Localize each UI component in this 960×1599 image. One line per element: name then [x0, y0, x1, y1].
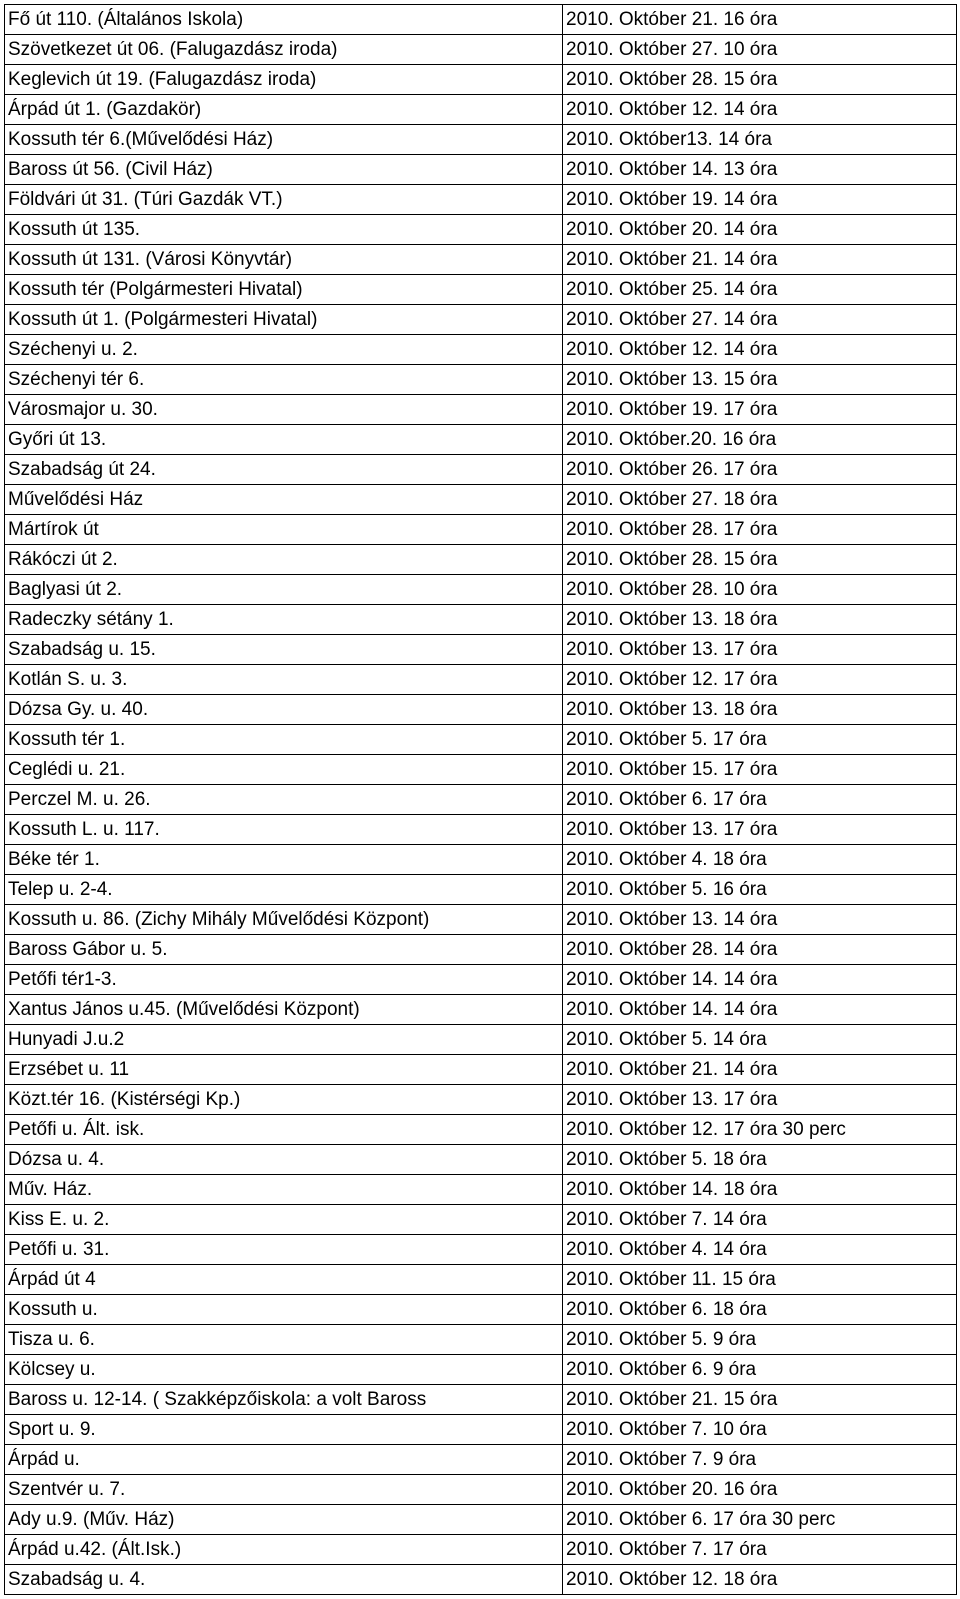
date-cell: 2010. Október 21. 14 óra: [563, 1055, 957, 1085]
date-cell: 2010. Október 21. 16 óra: [563, 5, 957, 35]
date-cell: 2010. Október 26. 17 óra: [563, 455, 957, 485]
table-row: [5, 185, 957, 215]
date-cell: 2010. Október 6. 18 óra: [563, 1295, 957, 1325]
table-row: [5, 215, 957, 245]
table-row: [5, 1145, 957, 1175]
table-row: [5, 425, 957, 455]
date-cell: 2010. Október 7. 10 óra: [563, 1415, 957, 1445]
date-cell: 2010. Október 6. 17 óra: [563, 785, 957, 815]
address-cell: Mártírok út: [5, 515, 563, 545]
date-cell: 2010. Október 5. 9 óra: [563, 1325, 957, 1355]
date-cell: 2010. Október 13. 17 óra: [563, 635, 957, 665]
date-cell: 2010. Október 12. 17 óra 30 perc: [563, 1115, 957, 1145]
table-row: [5, 935, 957, 965]
table-row: [5, 1295, 957, 1325]
address-cell: Szabadság u. 15.: [5, 635, 563, 665]
address-cell: Közt.tér 16. (Kistérségi Kp.): [5, 1085, 563, 1115]
address-cell: Kossuth u. 86. (Zichy Mihály Művelődési Központ): [5, 905, 563, 935]
address-cell: Kotlán S. u. 3.: [5, 665, 563, 695]
table-row: [5, 395, 957, 425]
address-cell: Szövetkezet út 06. (Falugazdász iroda): [5, 35, 563, 65]
address-cell: Ady u.9. (Műv. Ház): [5, 1505, 563, 1535]
table-row: [5, 335, 957, 365]
table-row: [5, 485, 957, 515]
date-cell: 2010. Október 5. 16 óra: [563, 875, 957, 905]
address-cell: Szentvér u. 7.: [5, 1475, 563, 1505]
address-cell: Baross út 56. (Civil Ház): [5, 155, 563, 185]
date-cell: 2010. Október 5. 18 óra: [563, 1145, 957, 1175]
date-cell: 2010. Október 12. 14 óra: [563, 95, 957, 125]
table-row: [5, 1325, 957, 1355]
table-row: [5, 635, 957, 665]
table-row: [5, 785, 957, 815]
address-cell: Hunyadi J.u.2: [5, 1025, 563, 1055]
table-row: [5, 605, 957, 635]
date-cell: 2010. Október 6. 17 óra 30 perc: [563, 1505, 957, 1535]
table-row: [5, 305, 957, 335]
date-cell: 2010. Október 28. 15 óra: [563, 65, 957, 95]
table-row: [5, 575, 957, 605]
table-row: [5, 725, 957, 755]
date-cell: 2010. Október 13. 18 óra: [563, 605, 957, 635]
date-cell: 2010. Október 12. 14 óra: [563, 335, 957, 365]
date-cell: 2010. Október 6. 9 óra: [563, 1355, 957, 1385]
address-cell: Dózsa u. 4.: [5, 1145, 563, 1175]
table-row: [5, 125, 957, 155]
table-row: [5, 965, 957, 995]
date-cell: 2010. Október 14. 18 óra: [563, 1175, 957, 1205]
table-row: [5, 665, 957, 695]
address-cell: Árpád út 4: [5, 1265, 563, 1295]
date-cell: 2010. Október 19. 17 óra: [563, 395, 957, 425]
address-cell: Kiss E. u. 2.: [5, 1205, 563, 1235]
date-cell: 2010. Október 13. 18 óra: [563, 695, 957, 725]
address-cell: Sport u. 9.: [5, 1415, 563, 1445]
table-row: [5, 35, 957, 65]
address-cell: Tisza u. 6.: [5, 1325, 563, 1355]
address-cell: Kossuth tér 6.(Művelődési Ház): [5, 125, 563, 155]
address-cell: Erzsébet u. 11: [5, 1055, 563, 1085]
table-row: [5, 1265, 957, 1295]
date-cell: 2010. Október 27. 14 óra: [563, 305, 957, 335]
table-row: [5, 1535, 957, 1565]
address-cell: Dózsa Gy. u. 40.: [5, 695, 563, 725]
table-row: [5, 545, 957, 575]
address-cell: Kossuth út 1. (Polgármesteri Hivatal): [5, 305, 563, 335]
date-cell: 2010. Október 20. 16 óra: [563, 1475, 957, 1505]
date-cell: 2010. Október 27. 18 óra: [563, 485, 957, 515]
date-cell: 2010. Október 7. 17 óra: [563, 1535, 957, 1565]
date-cell: 2010. Október 28. 14 óra: [563, 935, 957, 965]
address-cell: Perczel M. u. 26.: [5, 785, 563, 815]
table-row: [5, 1445, 957, 1475]
date-cell: 2010. Október 27. 10 óra: [563, 35, 957, 65]
address-cell: Szabadság út 24.: [5, 455, 563, 485]
table-row: [5, 65, 957, 95]
address-cell: Rákóczi út 2.: [5, 545, 563, 575]
address-cell: Kossuth út 131. (Városi Könyvtár): [5, 245, 563, 275]
address-cell: Baross Gábor u. 5.: [5, 935, 563, 965]
table-row: [5, 1055, 957, 1085]
address-cell: Kossuth tér 1.: [5, 725, 563, 755]
table-row: [5, 905, 957, 935]
date-cell: 2010. Október 28. 17 óra: [563, 515, 957, 545]
date-cell: 2010. Október 5. 17 óra: [563, 725, 957, 755]
address-cell: Városmajor u. 30.: [5, 395, 563, 425]
address-cell: Petőfi u. 31.: [5, 1235, 563, 1265]
table-row: [5, 1205, 957, 1235]
table-row: [5, 455, 957, 485]
table-row: [5, 755, 957, 785]
date-cell: 2010. Október 4. 18 óra: [563, 845, 957, 875]
address-cell: Radeczky sétány 1.: [5, 605, 563, 635]
date-cell: 2010. Október 7. 9 óra: [563, 1445, 957, 1475]
table-row: [5, 1355, 957, 1385]
date-cell: 2010. Október 21. 15 óra: [563, 1385, 957, 1415]
date-cell: 2010. Október 12. 17 óra: [563, 665, 957, 695]
table-row: [5, 155, 957, 185]
date-cell: 2010. Október 14. 14 óra: [563, 995, 957, 1025]
address-cell: Kölcsey u.: [5, 1355, 563, 1385]
address-cell: Baglyasi út 2.: [5, 575, 563, 605]
address-cell: Árpád út 1. (Gazdakör): [5, 95, 563, 125]
table-row: [5, 995, 957, 1025]
address-cell: Petőfi u. Ált. isk.: [5, 1115, 563, 1145]
table-row: [5, 815, 957, 845]
address-cell: Kossuth u.: [5, 1295, 563, 1325]
address-cell: Kossuth tér (Polgármesteri Hivatal): [5, 275, 563, 305]
address-cell: Telep u. 2-4.: [5, 875, 563, 905]
table-row: [5, 1565, 957, 1595]
address-cell: Xantus János u.45. (Művelődési Központ): [5, 995, 563, 1025]
date-cell: 2010. Október 28. 15 óra: [563, 545, 957, 575]
table-row: [5, 1385, 957, 1415]
address-cell: Műv. Ház.: [5, 1175, 563, 1205]
date-cell: 2010. Október 12. 18 óra: [563, 1565, 957, 1595]
date-cell: 2010. Október 25. 14 óra: [563, 275, 957, 305]
date-cell: 2010. Október 20. 14 óra: [563, 215, 957, 245]
date-cell: 2010. Október 21. 14 óra: [563, 245, 957, 275]
address-cell: Árpád u.42. (Ált.Isk.): [5, 1535, 563, 1565]
table-row: [5, 5, 957, 35]
address-cell: Szabadság u. 4.: [5, 1565, 563, 1595]
table-row: [5, 515, 957, 545]
schedule-table: [4, 4, 957, 1595]
date-cell: 2010. Október 14. 14 óra: [563, 965, 957, 995]
table-row: [5, 1175, 957, 1205]
date-cell: 2010. Október 4. 14 óra: [563, 1235, 957, 1265]
address-cell: Baross u. 12-14. ( Szakképzőiskola: a volt Baross: [5, 1385, 563, 1415]
date-cell: 2010. Október 5. 14 óra: [563, 1025, 957, 1055]
table-row: [5, 1415, 957, 1445]
date-cell: 2010. Október 13. 17 óra: [563, 815, 957, 845]
table-row: [5, 1475, 957, 1505]
date-cell: 2010. Október 15. 17 óra: [563, 755, 957, 785]
table-row: [5, 95, 957, 125]
date-cell: 2010. Október13. 14 óra: [563, 125, 957, 155]
date-cell: 2010. Október 13. 15 óra: [563, 365, 957, 395]
date-cell: 2010. Október 14. 13 óra: [563, 155, 957, 185]
table-row: [5, 1085, 957, 1115]
table-row: [5, 275, 957, 305]
date-cell: 2010. Október 13. 14 óra: [563, 905, 957, 935]
address-cell: Petőfi tér1-3.: [5, 965, 563, 995]
address-cell: Kossuth L. u. 117.: [5, 815, 563, 845]
table-row: [5, 365, 957, 395]
address-cell: Széchenyi u. 2.: [5, 335, 563, 365]
table-row: [5, 845, 957, 875]
table-row: [5, 1115, 957, 1145]
date-cell: 2010. Október 11. 15 óra: [563, 1265, 957, 1295]
address-cell: Ceglédi u. 21.: [5, 755, 563, 785]
address-cell: Győri út 13.: [5, 425, 563, 455]
table-row: [5, 1235, 957, 1265]
table-row: [5, 1505, 957, 1535]
table-row: [5, 875, 957, 905]
date-cell: 2010. Október 7. 14 óra: [563, 1205, 957, 1235]
address-cell: Földvári út 31. (Túri Gazdák VT.): [5, 185, 563, 215]
table-row: [5, 1025, 957, 1055]
address-cell: Keglevich út 19. (Falugazdász iroda): [5, 65, 563, 95]
address-cell: Széchenyi tér 6.: [5, 365, 563, 395]
table-row: [5, 695, 957, 725]
date-cell: 2010. Október 28. 10 óra: [563, 575, 957, 605]
schedule-table-body: [5, 5, 957, 1595]
address-cell: Fő út 110. (Általános Iskola): [5, 5, 563, 35]
address-cell: Árpád u.: [5, 1445, 563, 1475]
date-cell: 2010. Október.20. 16 óra: [563, 425, 957, 455]
address-cell: Művelődési Ház: [5, 485, 563, 515]
date-cell: 2010. Október 19. 14 óra: [563, 185, 957, 215]
table-row: [5, 245, 957, 275]
address-cell: Béke tér 1.: [5, 845, 563, 875]
address-cell: Kossuth út 135.: [5, 215, 563, 245]
date-cell: 2010. Október 13. 17 óra: [563, 1085, 957, 1115]
